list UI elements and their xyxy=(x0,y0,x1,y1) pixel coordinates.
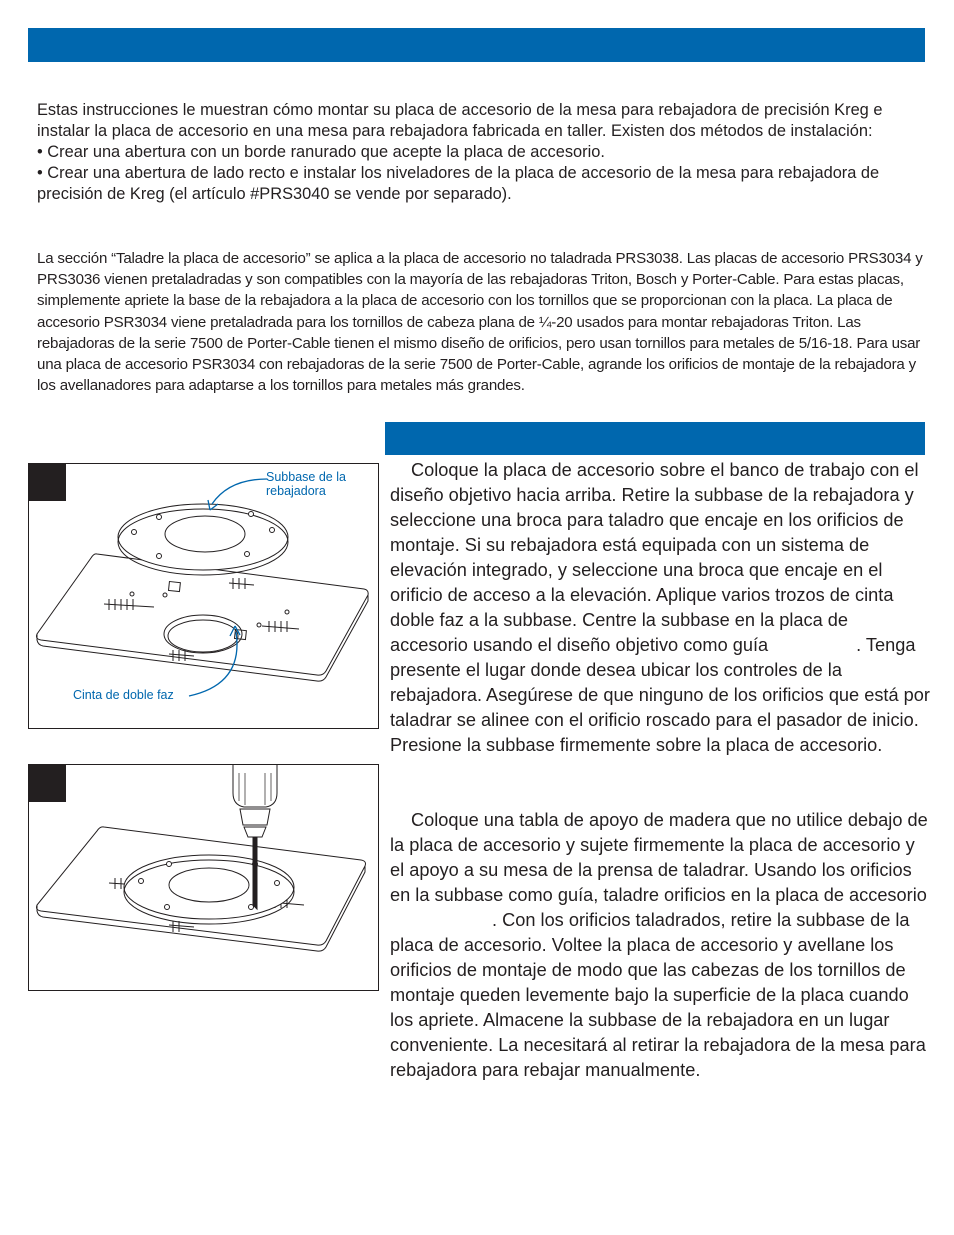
callout-subbase: Subbase de la rebajadora xyxy=(266,470,346,498)
intro-paragraph xyxy=(37,100,927,205)
callout-tape: Cinta de doble faz xyxy=(73,688,174,702)
intro-bullet-2: • Crear una abertura de lado recto e instalar los niveladores de la placa de accesorio de la mesa para rebajadora de precisión de Kreg (el artículo #PRS3040 se vende por separado). xyxy=(37,164,880,203)
figure-2 xyxy=(28,764,379,991)
step-2-part-a: Coloque una tabla de apoyo de madera que no utilice debajo de la placa de accesorio y sujete firmemente la placa de accesorio y el apoyo a su mesa de la prensa de taladrar. Usando los orificios en la subbase como guía, taladre orificios en la placa de accesorio xyxy=(390,810,928,905)
step-1-part-b: . Tenga presente el lugar donde desea ubicar los controles de la rebajadora. Asegúrese de que ninguno de los orificios que está por taladrar se alinee con el orificio roscado para el pasador de inicio. Presione la subbase firmemente sobre la placa de accesorio. xyxy=(390,635,930,755)
drill-press-illustration xyxy=(29,765,377,989)
step-2-part-b: . Con los orificios taladrados, retire la subbase de la placa de accesorio. Voltee la placa de accesorio y avellane los orificios de montaje de modo que las cabezas de los tornillos de montaje queden levemente bajo la superficie de la placa cuando los apriete. Almacene la subbase de la rebajadora en un lugar conveniente. La necesitará al retirar la rebajadora de la mesa para rebajadora para rebajar manualmente. xyxy=(390,910,926,1080)
intro-text: Estas instrucciones le muestran cómo montar su placa de accesorio de la mesa para rebajadora de precisión Kreg e instalar la placa de accesorio en una mesa para rebajadora fabricada en taller. Existen dos métodos de instalación: xyxy=(37,101,883,140)
section-bar xyxy=(385,422,925,455)
step-1-part-a: Coloque la placa de accesorio sobre el banco de trabajo con el diseño objetivo hacia arriba. Retire la subbase de la rebajadora y seleccione una broca para taladro que encaje en los orificios de montaje. Si su rebajadora está equipada con un sistema de elevación integrado, y seleccione una broca que encaje en el orificio de acceso a la elevación. Aplique varios trozos de cinta doble faz a la subbase. Centre la subbase en la placa de accesorio usando el diseño objetivo como guía xyxy=(390,460,919,655)
intro-bullet-1: • Crear una abertura con un borde ranurado que acepte la placa de accesorio. xyxy=(37,143,605,161)
router-subbase-illustration xyxy=(118,504,288,575)
compatibility-paragraph: La sección “Taladre la placa de accesorio” se aplica a la placa de accesorio no taladrada PRS3038. Las placas de accesorio PRS3034 y PRS3036 vienen pretaladradas y son compatibles con la mayoría de las rebajadoras Triton, Bosch y Porter-Cable. Para estas placas, simplemente apriete la base de la rebajadora a la placa de accesorio con los tornillos que se proporcionan con la placa. La placa de accesorio PSR3034 viene pretaladrada para los tornillos de cabeza plana de ¼-20 usados para montar rebajadoras Triton. Las rebajadoras de la serie 7500 de Porter-Cable tienen el mismo diseño de orificios, pero usan tornillos para metales de 5/16-18. Para usar una placa de accesorio PSR3034 con rebajadoras de la serie 7500 de Porter-Cable, agrande los orificios de montaje de la rebajadora y los avellanadores para adaptarse a los tornillos para metales más grandes. xyxy=(37,250,923,395)
step-2-text xyxy=(390,808,930,1083)
header-bar xyxy=(28,28,925,62)
step-1-text xyxy=(390,458,930,758)
figure-1 xyxy=(28,463,379,729)
